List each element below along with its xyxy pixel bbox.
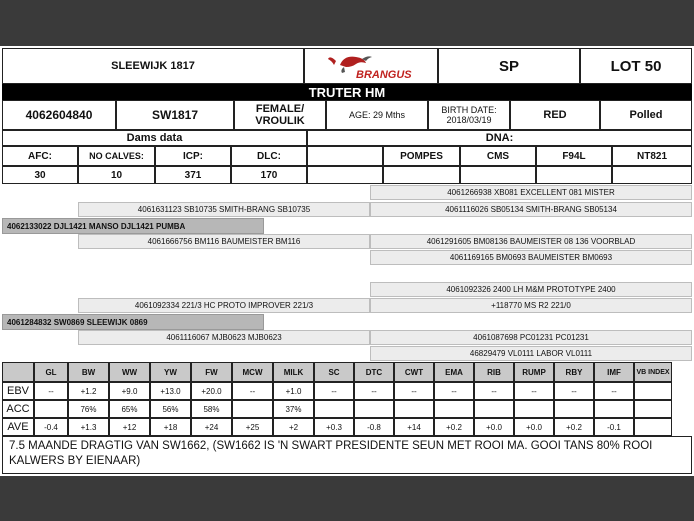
ebv-cell: +20.0 [191,382,232,400]
dna-header-cms: CMS [460,146,536,166]
pedigree-entry: 4061116067 MJB0623 MJB0623 [78,330,370,345]
ebv-cell [634,382,672,400]
pedigree-entry: 46829479 VL0111 LABOR VL0111 [370,346,692,361]
dna-value-pompes [383,166,460,184]
pedigree-entry: 4061291605 BM08136 BAUMEISTER 08 136 VOORBLAD [370,234,692,249]
lot-number: LOT 50 [580,48,692,84]
ebv-cell: -- [554,382,594,400]
svg-text:BRANGUS: BRANGUS [356,69,412,81]
dams-value-calves: 10 [78,166,155,184]
ebv-row-label: AVE [2,418,34,436]
ebv-cell: +0.3 [314,418,354,436]
animal-name: SLEEWIJK 1817 [2,48,304,84]
birth-date [428,100,510,130]
dams-header-icp: ICP: [155,146,231,166]
ebv-table-corner [2,362,34,382]
ebv-row-label: ACC [2,400,34,418]
pedigree-entry: 4061092326 2400 LH M&M PROTOTYPE 2400 [370,282,692,297]
ebv-cell: -- [232,382,273,400]
ebv-cell: +1.2 [68,382,109,400]
ebv-cell: +9.0 [109,382,150,400]
dna-header-pompes: POMPES [383,146,460,166]
ebv-cell [232,400,273,418]
dams-value-afc: 30 [2,166,78,184]
pedigree-entry: 4061116026 SB05134 SMITH-BRANG SB05134 [370,202,692,217]
ebv-cell: -- [354,382,394,400]
pedigree-entry: 4061631123 SB10735 SMITH-BRANG SB10735 [78,202,370,217]
dams-title: Dams data [2,130,307,146]
ebv-column-header: MCW [232,362,273,382]
ebv-column-header: IMF [594,362,634,382]
animal-code: SW1817 [116,100,234,130]
lot-notes: 7.5 MAANDE DRAGTIG VAN SW1662, (SW1662 IS 'N SWART PRESIDENTE SEUN MET ROOI MA. GOOI TANS 80% ROOI KALWERS BY EIENAAR) [2,436,692,474]
dams-header-afc: AFC: [2,146,78,166]
ebv-cell [634,418,672,436]
ebv-table [2,362,692,436]
ebv-cell: 76% [68,400,109,418]
ebv-cell: +0.0 [474,418,514,436]
ebv-cell [514,400,554,418]
ebv-column-header: EMA [434,362,474,382]
ebv-cell: 65% [109,400,150,418]
ebv-cell: -0.8 [354,418,394,436]
ebv-cell: +12 [109,418,150,436]
ebv-cell: +18 [150,418,191,436]
pedigree-dam: 4061284832 SW0869 SLEEWIJK 0869 [2,314,264,330]
animal-color: RED [510,100,600,130]
ebv-cell: +0.2 [554,418,594,436]
pedigree-entry: +118770 MS R2 221/0 [370,298,692,313]
ebv-column-header: GL [34,362,68,382]
animal-age: AGE: 29 Mths [326,100,428,130]
ebv-cell: -0.4 [34,418,68,436]
pedigree-entry: 4061092334 221/3 HC PROTO IMPROVER 221/3 [78,298,370,313]
ebv-cell [394,400,434,418]
birth-date-value: 2018/03/19 [446,115,492,125]
ebv-column-header: WW [109,362,150,382]
ebv-cell: -- [394,382,434,400]
dna-header-nt821: NT821 [612,146,692,166]
pedigree-entry: 4061666756 BM116 BAUMEISTER BM116 [78,234,370,249]
ebv-cell [314,400,354,418]
ebv-cell: +25 [232,418,273,436]
dams-value-icp: 371 [155,166,231,184]
ebv-row-label: EBV [2,382,34,400]
dna-value-nt821 [612,166,692,184]
ebv-cell: +0.0 [514,418,554,436]
ebv-column-header: VB INDEX [634,362,672,382]
dna-value-cms [460,166,536,184]
ebv-cell: 56% [150,400,191,418]
ebv-cell: 37% [273,400,314,418]
dna-spacer [307,166,383,184]
ebv-cell: -- [314,382,354,400]
ebv-column-header: BW [68,362,109,382]
catalog-sheet [0,46,694,476]
ebv-cell: -- [34,382,68,400]
dna-header-f94l: F94L [536,146,612,166]
ebv-cell: +1.3 [68,418,109,436]
ebv-cell: +2 [273,418,314,436]
animal-sex: FEMALE/ VROULIK [234,100,326,130]
ebv-column-header: RBY [554,362,594,382]
ebv-column-header: SC [314,362,354,382]
dams-header-calves: NO CALVES: [78,146,155,166]
ebv-column-header: DTC [354,362,394,382]
ebv-cell: +24 [191,418,232,436]
ebv-cell: -- [594,382,634,400]
bull-logo-icon [326,51,416,81]
polled-status: Polled [600,100,692,130]
breeder-name: TRUTER HM [2,84,692,100]
brangus-logo [304,48,438,84]
ebv-cell [634,400,672,418]
ebv-cell: 58% [191,400,232,418]
grade: SP [438,48,580,84]
ebv-cell: -- [514,382,554,400]
ebv-cell [354,400,394,418]
ebv-cell: +1.0 [273,382,314,400]
ebv-cell: -- [434,382,474,400]
ebv-cell: +0.2 [434,418,474,436]
pedigree-entry: 4061266938 XB081 EXCELLENT 081 MISTER [370,185,692,200]
pedigree-entry: 4061087698 PC01231 PC01231 [370,330,692,345]
ebv-cell: +13.0 [150,382,191,400]
ebv-column-header: YW [150,362,191,382]
ebv-cell [474,400,514,418]
birth-date-label: BIRTH DATE: [441,105,497,115]
ebv-cell: -- [474,382,514,400]
dams-value-dlc: 170 [231,166,307,184]
ebv-cell [434,400,474,418]
dams-header-dlc: DLC: [231,146,307,166]
ebv-column-header: CWT [394,362,434,382]
ebv-cell [554,400,594,418]
dna-title: DNA: [307,130,692,146]
pedigree-dam: 4062133022 DJL1421 MANSO DJL1421 PUMBA [2,218,264,234]
ebv-cell: +14 [394,418,434,436]
animal-id: 4062604840 [2,100,116,130]
ebv-cell [594,400,634,418]
ebv-cell: -0.1 [594,418,634,436]
ebv-column-header: FW [191,362,232,382]
dna-value-f94l [536,166,612,184]
ebv-column-header: RIB [474,362,514,382]
ebv-cell [34,400,68,418]
dna-spacer [307,146,383,166]
ebv-column-header: MILK [273,362,314,382]
pedigree-entry: 4061169165 BM0693 BAUMEISTER BM0693 [370,250,692,265]
ebv-column-header: RUMP [514,362,554,382]
